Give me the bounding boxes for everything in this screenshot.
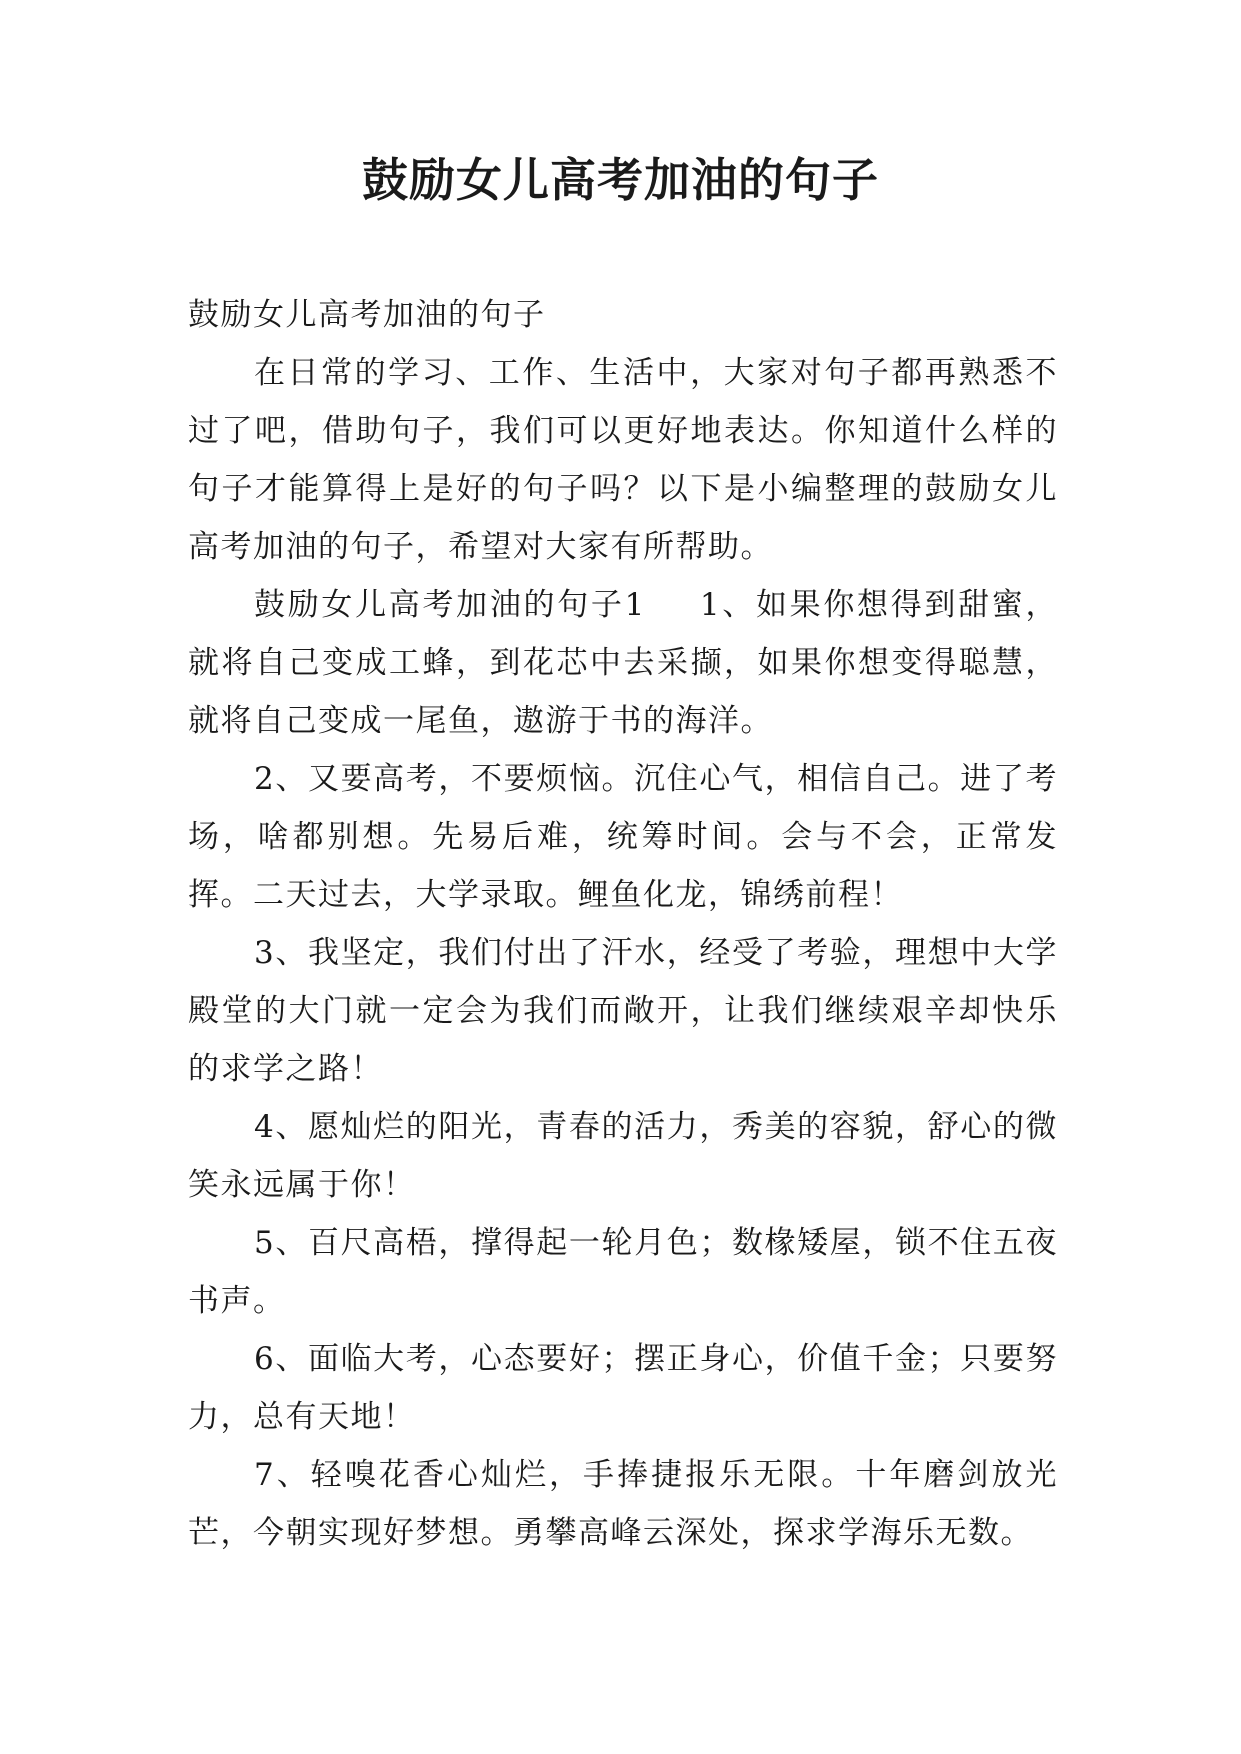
list-item: 6、面临大考，心态要好；摆正身心，价值千金；只要努力，总有天地！ [188, 1341, 1058, 1435]
list-item: 5、百尺高梧，撑得起一轮月色；数椽矮屋，锁不住五夜书声。 [188, 1225, 1058, 1319]
document-title: 鼓励女儿高考加油的句子 [362, 153, 879, 207]
list-item: 7、轻嗅花香心灿烂，手捧捷报乐无限。十年磨剑放光芒，今朝实现好梦想。勇攀高峰云深处，探求学海乐无数。 [188, 1457, 1058, 1551]
list-item: 2、又要高考，不要烦恼。沉住心气，相信自己。进了考场，啥都别想。先易后难，统筹时间。会与不会，正常发挥。二天过去，大学录取。鲤鱼化龙，锦绣前程！ [188, 761, 1058, 913]
document-subtitle: 鼓励女儿高考加油的句子 [188, 297, 546, 333]
list-item: 1、如果你想得到甜蜜，就将自己变成工蜂，到花芯中去采撷，如果你想变得聪慧，就将自己变成一尾鱼，遨游于书的海洋。 [188, 587, 1058, 739]
intro-paragraph: 在日常的学习、工作、生活中，大家对句子都再熟悉不过了吧，借助句子，我们可以更好地表达。你知道什么样的句子才能算得上是好的句子吗？以下是小编整理的鼓励女儿高考加油的句子，希望对大家有所帮助。 [188, 355, 1058, 565]
list-item: 4、愿灿烂的阳光，青春的活力，秀美的容貌，舒心的微笑永远属于你！ [188, 1109, 1058, 1203]
section-paragraph [188, 576, 1058, 750]
section-heading: 鼓励女儿高考加油的句子1 [254, 587, 646, 623]
list-item: 3、我坚定，我们付出了汗水，经受了考验，理想中大学殿堂的大门就一定会为我们而敞开，让我们继续艰辛却快乐的求学之路！ [188, 935, 1058, 1087]
document-body [188, 286, 1058, 1562]
